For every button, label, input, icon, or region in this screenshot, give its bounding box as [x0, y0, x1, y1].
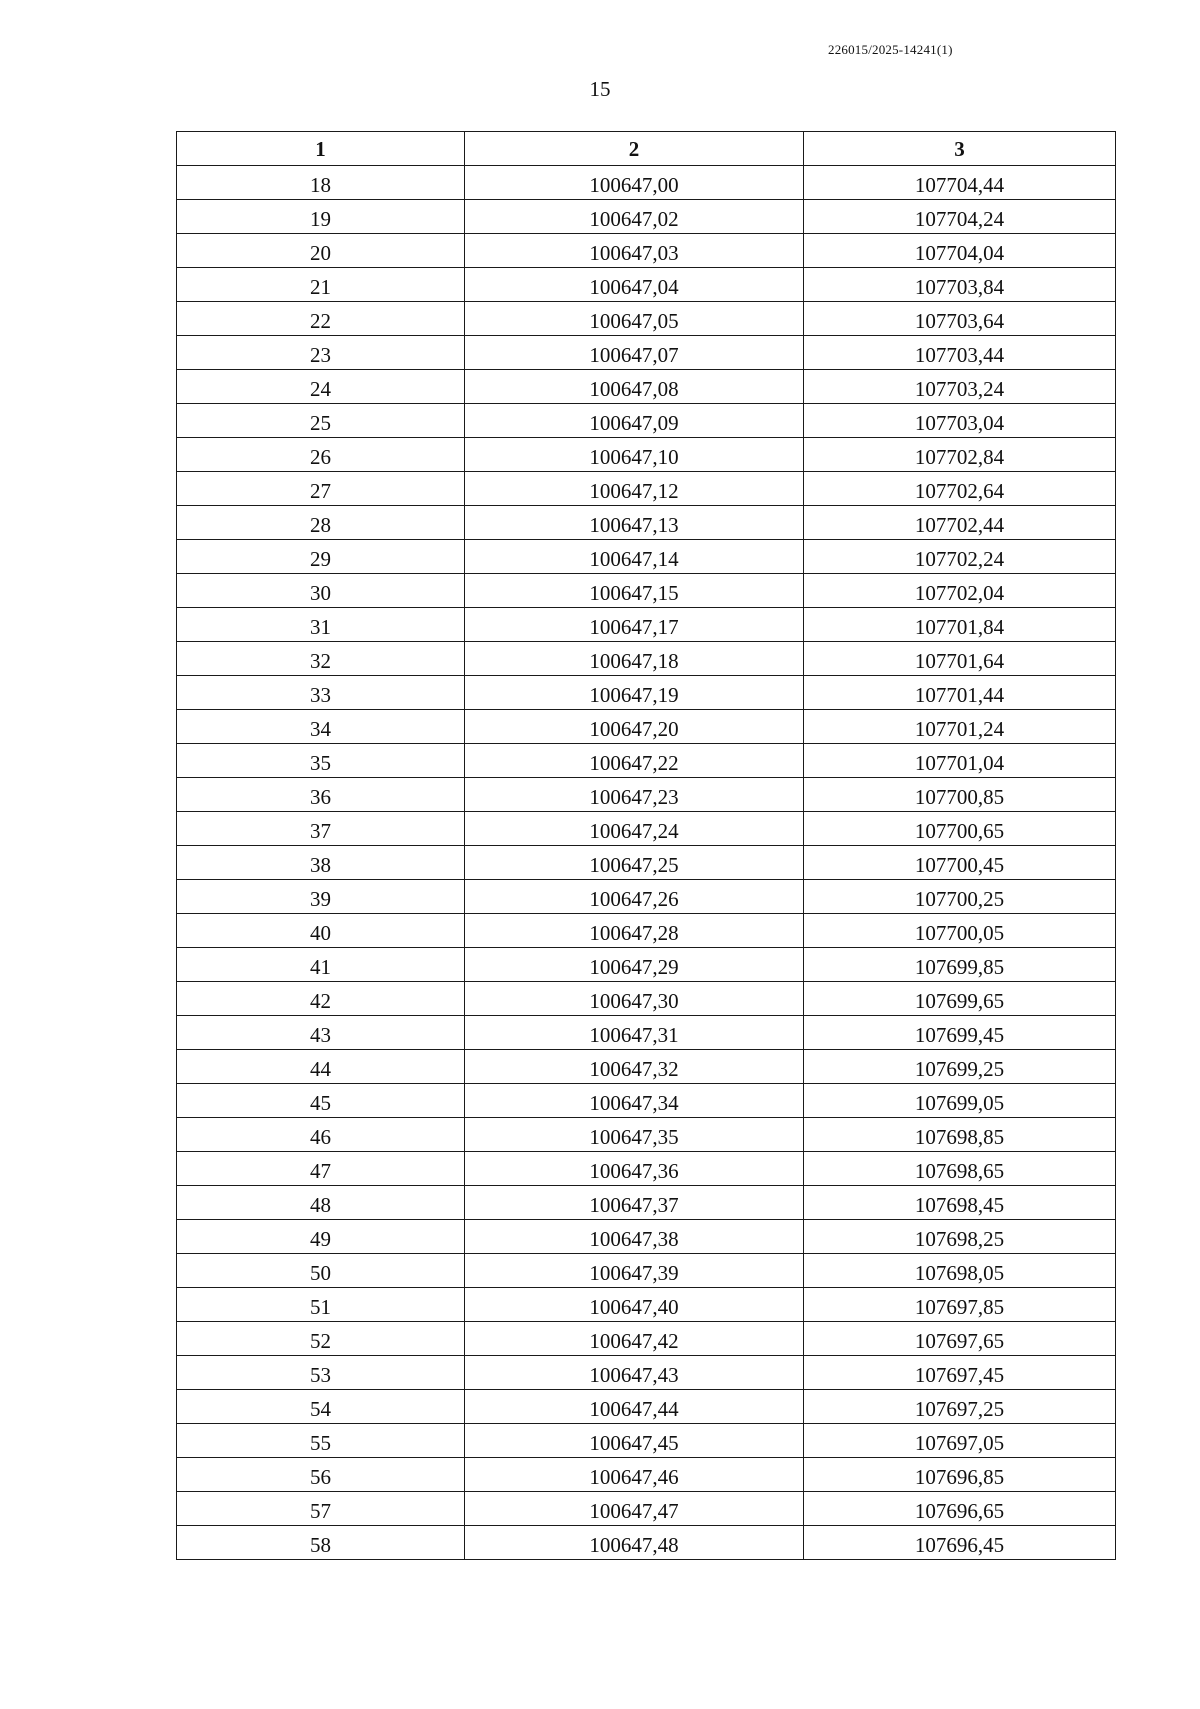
coordinate-y-cell: 107698,45 — [804, 1186, 1116, 1220]
point-number-cell: 19 — [177, 200, 465, 234]
coordinate-x-cell: 100647,12 — [465, 472, 804, 506]
coordinate-x-cell: 100647,24 — [465, 812, 804, 846]
point-number-cell: 52 — [177, 1322, 465, 1356]
table-row — [177, 1288, 1116, 1322]
coordinate-x-cell: 100647,20 — [465, 710, 804, 744]
coordinate-y-cell: 107696,45 — [804, 1526, 1116, 1560]
coordinate-x-cell: 100647,00 — [465, 166, 804, 200]
point-number-cell: 47 — [177, 1152, 465, 1186]
table-row — [177, 268, 1116, 302]
coordinate-y-cell: 107703,84 — [804, 268, 1116, 302]
coordinate-x-cell: 100647,37 — [465, 1186, 804, 1220]
coordinate-x-cell: 100647,36 — [465, 1152, 804, 1186]
table-row — [177, 370, 1116, 404]
table-row — [177, 404, 1116, 438]
coordinate-x-cell: 100647,04 — [465, 268, 804, 302]
point-number-cell: 54 — [177, 1390, 465, 1424]
point-number-cell: 32 — [177, 642, 465, 676]
point-number-cell: 40 — [177, 914, 465, 948]
table-row — [177, 574, 1116, 608]
point-number-cell: 44 — [177, 1050, 465, 1084]
coordinate-y-cell: 107701,04 — [804, 744, 1116, 778]
table-row — [177, 676, 1116, 710]
table-header-row — [177, 132, 1116, 166]
table-row — [177, 982, 1116, 1016]
point-number-cell: 36 — [177, 778, 465, 812]
coordinate-y-cell: 107699,45 — [804, 1016, 1116, 1050]
coordinate-y-cell: 107701,64 — [804, 642, 1116, 676]
point-number-cell: 30 — [177, 574, 465, 608]
table-row — [177, 1424, 1116, 1458]
point-number-cell: 33 — [177, 676, 465, 710]
coordinate-y-cell: 107703,64 — [804, 302, 1116, 336]
coordinate-y-cell: 107698,05 — [804, 1254, 1116, 1288]
coordinate-x-cell: 100647,48 — [465, 1526, 804, 1560]
point-number-cell: 45 — [177, 1084, 465, 1118]
point-number-cell: 49 — [177, 1220, 465, 1254]
table-row — [177, 438, 1116, 472]
table-row — [177, 744, 1116, 778]
coordinate-x-cell: 100647,42 — [465, 1322, 804, 1356]
table-row — [177, 710, 1116, 744]
coordinate-y-cell: 107704,24 — [804, 200, 1116, 234]
coordinate-x-cell: 100647,17 — [465, 608, 804, 642]
coordinate-y-cell: 107702,64 — [804, 472, 1116, 506]
point-number-cell: 39 — [177, 880, 465, 914]
table-row — [177, 234, 1116, 268]
coordinate-y-cell: 107699,65 — [804, 982, 1116, 1016]
coordinate-x-cell: 100647,34 — [465, 1084, 804, 1118]
coordinate-y-cell: 107697,45 — [804, 1356, 1116, 1390]
coordinate-x-cell: 100647,08 — [465, 370, 804, 404]
table-row — [177, 1492, 1116, 1526]
coordinate-x-cell: 100647,45 — [465, 1424, 804, 1458]
coordinate-y-cell: 107696,85 — [804, 1458, 1116, 1492]
coordinate-x-cell: 100647,07 — [465, 336, 804, 370]
point-number-cell: 26 — [177, 438, 465, 472]
coordinate-y-cell: 107701,84 — [804, 608, 1116, 642]
table-row — [177, 642, 1116, 676]
coordinate-x-cell: 100647,29 — [465, 948, 804, 982]
table-row — [177, 166, 1116, 200]
coordinate-x-cell: 100647,28 — [465, 914, 804, 948]
coordinate-y-cell: 107702,84 — [804, 438, 1116, 472]
table-row — [177, 336, 1116, 370]
point-number-cell: 24 — [177, 370, 465, 404]
coordinate-y-cell: 107700,65 — [804, 812, 1116, 846]
point-number-cell: 20 — [177, 234, 465, 268]
coordinate-x-cell: 100647,15 — [465, 574, 804, 608]
coordinate-y-cell: 107699,85 — [804, 948, 1116, 982]
coordinate-x-cell: 100647,19 — [465, 676, 804, 710]
coordinate-y-cell: 107698,65 — [804, 1152, 1116, 1186]
coordinate-x-cell: 100647,03 — [465, 234, 804, 268]
point-number-cell: 58 — [177, 1526, 465, 1560]
coordinate-y-cell: 107697,25 — [804, 1390, 1116, 1424]
coordinate-x-cell: 100647,14 — [465, 540, 804, 574]
coordinate-x-cell: 100647,10 — [465, 438, 804, 472]
table-row — [177, 914, 1116, 948]
point-number-cell: 42 — [177, 982, 465, 1016]
table-row — [177, 540, 1116, 574]
table-row — [177, 1016, 1116, 1050]
point-number-cell: 56 — [177, 1458, 465, 1492]
coordinate-x-cell: 100647,31 — [465, 1016, 804, 1050]
coordinate-x-cell: 100647,09 — [465, 404, 804, 438]
coordinate-y-cell: 107703,04 — [804, 404, 1116, 438]
coordinate-x-cell: 100647,39 — [465, 1254, 804, 1288]
point-number-cell: 22 — [177, 302, 465, 336]
table-row — [177, 846, 1116, 880]
coordinate-y-cell: 107698,25 — [804, 1220, 1116, 1254]
point-number-cell: 27 — [177, 472, 465, 506]
coordinate-x-cell: 100647,18 — [465, 642, 804, 676]
coordinate-y-cell: 107697,85 — [804, 1288, 1116, 1322]
table-row — [177, 778, 1116, 812]
coordinate-x-cell: 100647,32 — [465, 1050, 804, 1084]
coordinate-x-cell: 100647,35 — [465, 1118, 804, 1152]
table-row — [177, 1390, 1116, 1424]
table-row — [177, 1254, 1116, 1288]
table-row — [177, 1084, 1116, 1118]
table-row — [177, 302, 1116, 336]
point-number-cell: 38 — [177, 846, 465, 880]
coordinate-y-cell: 107704,44 — [804, 166, 1116, 200]
coordinate-y-cell: 107700,05 — [804, 914, 1116, 948]
column-header-1: 1 — [177, 132, 465, 166]
point-number-cell: 29 — [177, 540, 465, 574]
table-row — [177, 1458, 1116, 1492]
coordinate-x-cell: 100647,22 — [465, 744, 804, 778]
point-number-cell: 35 — [177, 744, 465, 778]
coordinate-x-cell: 100647,46 — [465, 1458, 804, 1492]
table-row — [177, 948, 1116, 982]
point-number-cell: 50 — [177, 1254, 465, 1288]
point-number-cell: 21 — [177, 268, 465, 302]
coordinate-x-cell: 100647,23 — [465, 778, 804, 812]
coordinate-x-cell: 100647,26 — [465, 880, 804, 914]
point-number-cell: 57 — [177, 1492, 465, 1526]
coordinate-y-cell: 107697,05 — [804, 1424, 1116, 1458]
coordinates-table — [176, 131, 1116, 1560]
page-number: 15 — [589, 77, 611, 101]
coordinate-x-cell: 100647,44 — [465, 1390, 804, 1424]
point-number-cell: 25 — [177, 404, 465, 438]
table-row — [177, 1118, 1116, 1152]
coordinate-x-cell: 100647,47 — [465, 1492, 804, 1526]
table-row — [177, 608, 1116, 642]
document-reference: 226015/2025-14241(1) — [828, 42, 953, 57]
coordinate-y-cell: 107698,85 — [804, 1118, 1116, 1152]
table-row — [177, 1356, 1116, 1390]
table-row — [177, 1526, 1116, 1560]
point-number-cell: 43 — [177, 1016, 465, 1050]
coordinate-y-cell: 107700,45 — [804, 846, 1116, 880]
coordinate-y-cell: 107702,04 — [804, 574, 1116, 608]
coordinate-x-cell: 100647,25 — [465, 846, 804, 880]
coordinate-y-cell: 107696,65 — [804, 1492, 1116, 1526]
coordinate-x-cell: 100647,30 — [465, 982, 804, 1016]
point-number-cell: 37 — [177, 812, 465, 846]
point-number-cell: 23 — [177, 336, 465, 370]
table-row — [177, 812, 1116, 846]
table-row — [177, 1220, 1116, 1254]
coordinate-y-cell: 107702,24 — [804, 540, 1116, 574]
coordinate-y-cell: 107701,24 — [804, 710, 1116, 744]
table-body — [177, 166, 1116, 1560]
table-row — [177, 1152, 1116, 1186]
coordinate-y-cell: 107704,04 — [804, 234, 1116, 268]
coordinate-x-cell: 100647,13 — [465, 506, 804, 540]
coordinate-y-cell: 107699,25 — [804, 1050, 1116, 1084]
table-row — [177, 880, 1116, 914]
column-header-3: 3 — [804, 132, 1116, 166]
point-number-cell: 31 — [177, 608, 465, 642]
point-number-cell: 51 — [177, 1288, 465, 1322]
table-row — [177, 1050, 1116, 1084]
point-number-cell: 28 — [177, 506, 465, 540]
coordinate-y-cell: 107700,25 — [804, 880, 1116, 914]
table-row — [177, 200, 1116, 234]
point-number-cell: 55 — [177, 1424, 465, 1458]
coordinate-x-cell: 100647,02 — [465, 200, 804, 234]
coordinate-y-cell: 107702,44 — [804, 506, 1116, 540]
coordinate-y-cell: 107699,05 — [804, 1084, 1116, 1118]
column-header-2: 2 — [465, 132, 804, 166]
coordinate-x-cell: 100647,05 — [465, 302, 804, 336]
table-row — [177, 1186, 1116, 1220]
point-number-cell: 34 — [177, 710, 465, 744]
coordinate-y-cell: 107700,85 — [804, 778, 1116, 812]
point-number-cell: 48 — [177, 1186, 465, 1220]
point-number-cell: 18 — [177, 166, 465, 200]
point-number-cell: 53 — [177, 1356, 465, 1390]
coordinate-y-cell: 107697,65 — [804, 1322, 1116, 1356]
coordinate-y-cell: 107701,44 — [804, 676, 1116, 710]
coordinate-x-cell: 100647,43 — [465, 1356, 804, 1390]
coordinate-x-cell: 100647,38 — [465, 1220, 804, 1254]
coordinate-x-cell: 100647,40 — [465, 1288, 804, 1322]
coordinate-y-cell: 107703,44 — [804, 336, 1116, 370]
point-number-cell: 46 — [177, 1118, 465, 1152]
coordinate-y-cell: 107703,24 — [804, 370, 1116, 404]
table-row — [177, 506, 1116, 540]
table-row — [177, 1322, 1116, 1356]
point-number-cell: 41 — [177, 948, 465, 982]
table-row — [177, 472, 1116, 506]
